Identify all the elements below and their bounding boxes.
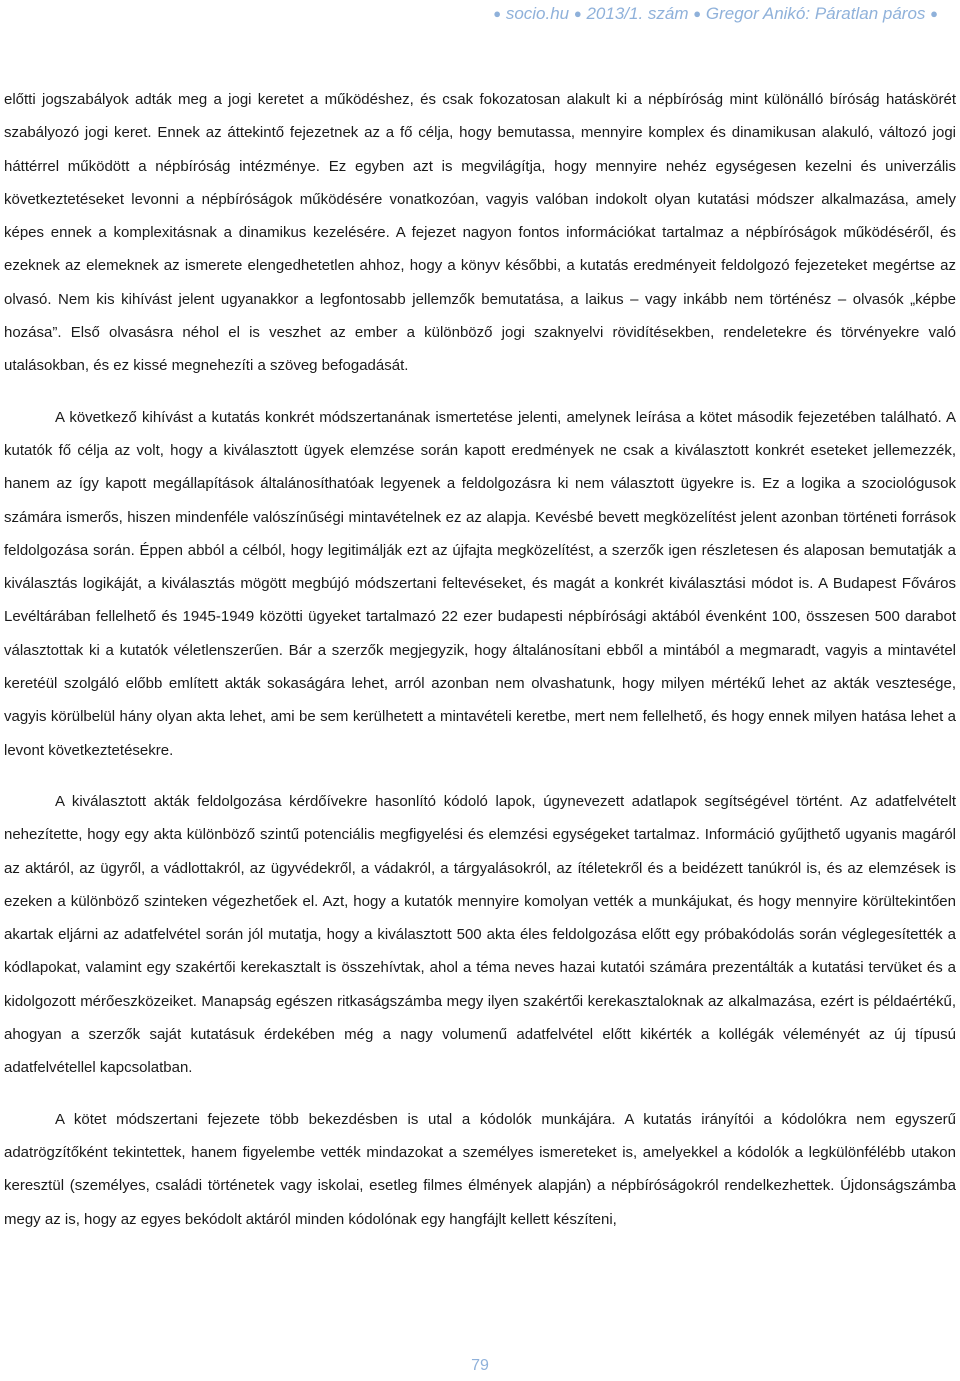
header-issue: 2013/1. szám [586, 4, 689, 23]
article-body [4, 83, 956, 1236]
page-number: 79 [471, 1357, 489, 1374]
running-header [493, 4, 938, 24]
bullet-dot-icon: ● [693, 6, 702, 21]
paragraph-3: A kiválasztott akták feldolgozása kérdőívekre hasonlító kódoló lapok, úgynevezett adatlapok segítségével történt. Az adatfelvételt nehezítette, hogy egy akta különböző szintű potenciális megfigyelési és elemzési egységeket tartalmaz. Információ gyűjthető ugyanis magáról az aktáról, az ügyről, a vádlottakról, az ügyvédekről, a vádakról, a tárgyalásokról, az ítéletekről és a beidézett tanúkról is, és az elemzések is ezeken a különböző szinteken végezhetőek el. Azt, hogy a kutatók mennyire komolyan vették a munkájukat, és hogy mennyire körültekintően akartak eljárni az adatfelvétel során jól mutatja, hogy a kiválasztott 500 akta éles feldolgozása előtt egy próbakódolás során véglegesítették a kódlapokat, valamint egy szakértői kerekasztalt is összehívtak, ahol a téma neves hazai kutatói számára prezentálták a kutatási tervüket és a kidolgozott mérőeszközeiket. Manapság egészen ritkaságszámba megy ilyen szakértői kerekasztaloknak az alkalmazása, ezért is példaértékű, ahogyan a szerzők saját kutatásuk érdekében még a nagy volumenű adatfelvétel előtt kikérték a kollégák véleményét az új típusú adatfelvétellel kapcsolatban. [4, 792, 956, 1077]
bullet-dot-icon: ● [573, 6, 582, 21]
paragraph-1: előtti jogszabályok adták meg a jogi keretet a működéshez, és csak fokozatosan alakult ki a népbíróság mint különálló bíróság hatáskörét szabályozó jogi keret. Ennek az áttekintő fejezetnek az a fő célja, hogy bemutassa, mennyire komplex és dinamikusan alakuló, változó jogi háttérrel működött a népbíróság intézménye. Ez egyben azt is megvilágítja, hogy mennyire nehéz egységesen kezelni és univerzális következtetéseket levonni a népbíróságok működésére vonatkozóan, vagyis valóban indokolt olyan kutatási módszer alkalmazása, amely képes ennek a komplexitásnak a dinamikus kezelésére. A fejezet nagyon fontos információkat tartalmaz a népbíróságok működéséről, és ezeknek az elemeknek az ismerete elengedhetetlen ahhoz, hogy a könyv későbbi, a kutatás eredményeit feldolgozó fejezeteket megértse az olvasó. Nem kis kihívást jelent ugyanakkor a legfontosabb jellemzők bemutatása, a laikus – vagy inkább nem történész – olvasók „képbe hozása”. Első olvasásra néhol el is veszhet az ember a különböző jogi szaknyelvi rövidítésekben, rendeletekre és törvényekre való utalásokban, és ez kissé megnehezíti a szöveg befogadását. [4, 91, 956, 375]
paragraph-2: A következő kihívást a kutatás konkrét módszertanának ismertetése jelenti, amelynek leírása a kötet második fejezetében található. A kutatók fő célja az volt, hogy a kiválasztott ügyek elemzése során kapott eredmények ne csak a kiválasztott konkrét eseteket jellemezzék, hanem az így kapott megállapítások általánosíthatóak legyenek a feldolgozásra ki nem választott ügyekre is. Ez a logika a szociológusok számára ismerős, hiszen mindenféle valószínűségi mintavételnek ez az alapja. Kevésbé bevett megközelítést jelent azonban történeti források feldolgozása során. Éppen abból a célból, hogy legitimálják ezt az újfajta megközelítést, a szerzők igen részletesen és alaposan bemutatják a kiválasztás logikáját, a kiválasztás mögött megbújó módszertani feltevéseket, és magát a konkrét kiválasztási módot is. A Budapest Főváros Levéltárában fellelhető és 1945-1949 közötti ügyeket tartalmazó 22 ezer budapesti népbírósági aktából évenként 100, összesen 500 darabot választottak ki a kutatók véletlenszerűen. Bár a szerzők megjegyzik, hogy általánosítani ebből a mintából a megmaradt, vagyis a mintavétel keretéül szolgáló előbb említett akták sokaságára lehet, arról azonban nem olvashatunk, hogy milyen mértékű lehet az akták vesztesége, vagyis körülbelül hány olyan akta lehet, ami be sem kerülhetett a mintavételi keretbe, mert nem fellelhető, és hogy ennek milyen hatása lehet a levont következtetésekre. [4, 408, 956, 759]
bullet-dot-icon: ● [493, 6, 502, 21]
paragraph-4: A kötet módszertani fejezete több bekezdésben is utal a kódolók munkájára. A kutatás irányítói a kódolókra nem egyszerű adatrögzítőként tekintettek, hanem figyelembe vették mindazokat a személyes ismereteket is, amelyekkel a kódolók a legkülönfélébb utakon keresztül (személyes, családi történetek vagy iskolai, esetleg filmes élmények alapján) a népbíróságokról rendelkezhettek. Újdonságszámba megy az is, hogy az egyes bekódolt aktáról minden kódolónak egy hangfájlt kellett készíteni, [4, 1110, 956, 1228]
header-article: Gregor Anikó: Páratlan páros [705, 4, 926, 23]
header-site: socio.hu [505, 4, 570, 23]
bullet-dot-icon: ● [930, 6, 938, 21]
